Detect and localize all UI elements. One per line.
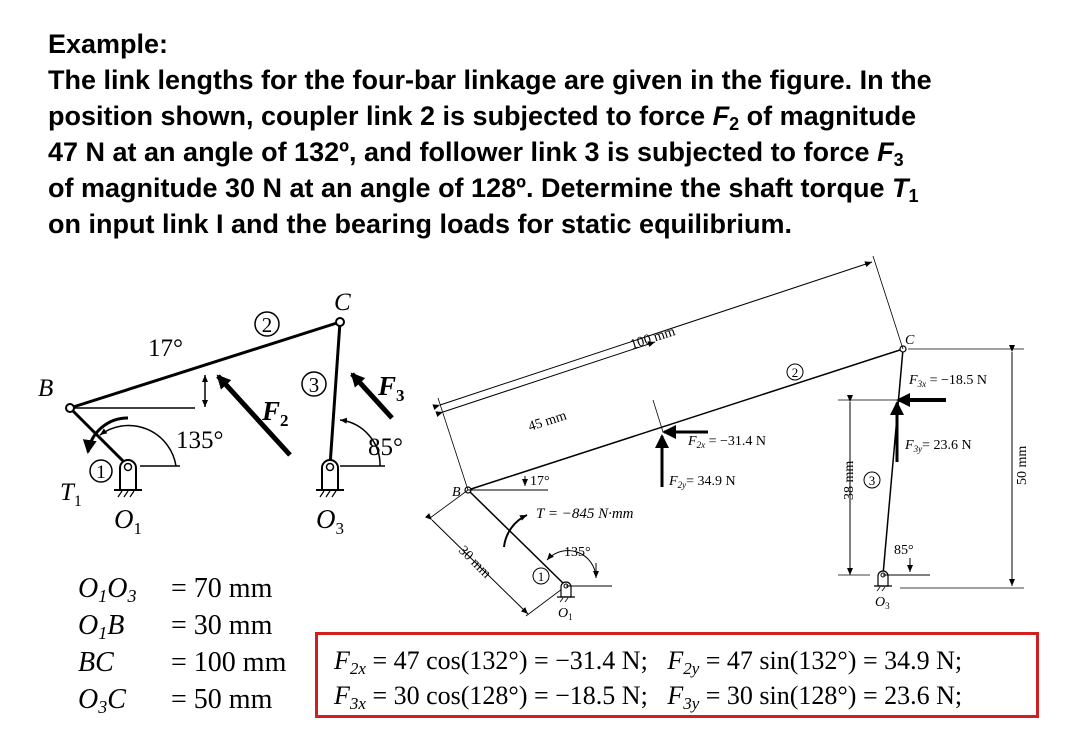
right-linkage-figure [430, 256, 1030, 622]
dim-O3C: $O_3C = 50$ mm [78, 684, 273, 717]
right-label-O3: $O_3$ [875, 595, 890, 611]
left-label-B: B [38, 375, 54, 402]
right-dim-100mm: 100 mm [628, 324, 678, 353]
right-torque-label: T = −845 N·mm [536, 506, 634, 522]
dim-O1B: $O_1B = 30$ mm [78, 610, 273, 643]
right-link-2-label: 2 [791, 365, 799, 380]
right-ground-O1 [557, 582, 575, 602]
left-angle-135-label: 135° [176, 427, 224, 454]
right-follower-link [883, 349, 903, 575]
right-dim-38mm: 38 mm [842, 460, 857, 500]
problem-line-2: position shown, coupler link 2 is subjected to force $F_2$ of magnitude [48, 101, 917, 134]
left-ground-O1 [114, 460, 142, 497]
eq-row-F3: $F_{3x} = 30$ cos(128°) = −18.5 N; $F_{3y} = 30$ sin(128°) = 23.6 N; [334, 681, 963, 713]
left-label-O1: $O_1$ [114, 504, 142, 538]
right-torque-arrow [504, 515, 527, 547]
left-label-F2: $F_2$ [262, 396, 289, 430]
problem-line-4: of magnitude 30 N at an angle of 128º. Determine the shaft torque $T_1$ [48, 173, 919, 206]
left-label-T1: $T_1$ [60, 479, 82, 510]
right-label-B: B [452, 485, 461, 500]
problem-line-5: on input link I and the bearing loads for static equilibrium. [48, 209, 793, 239]
right-dim-50mm: 50 mm [1015, 445, 1030, 485]
left-link-2-label: 2 [261, 313, 273, 337]
left-input-link [70, 408, 128, 466]
example-heading: Example: [48, 29, 169, 59]
left-angle-85-label: 85° [368, 434, 403, 461]
dim-BC: BC = 100 mm [78, 647, 287, 678]
force-components-box [315, 632, 1039, 718]
problem-line-1: The link lengths for the four-bar linkage are given in the figure. In the [48, 65, 932, 95]
right-F2x-label: $F_{2x} = -31.4$ N [688, 434, 766, 450]
right-label-C: C [905, 333, 915, 348]
left-linkage-figure [38, 289, 405, 538]
left-angle-135-arc [100, 426, 176, 466]
right-dim-45mm: 45 mm [526, 408, 569, 435]
right-angle-135-label: 135° [564, 545, 591, 560]
right-link-3-label: 3 [868, 473, 876, 488]
left-link-1-label: 1 [96, 462, 106, 483]
right-label-O1: $O_1$ [558, 606, 573, 622]
right-link-1-label: 1 [537, 569, 545, 584]
left-follower-link [330, 322, 340, 466]
left-label-C: C [334, 289, 351, 316]
eq-row-F2: $F_{2x} = 47$ cos(132°) = −31.4 N; $F_{2y} = 47$ sin(132°) = 34.9 N; [334, 646, 963, 678]
left-label-F3: $F_3$ [378, 371, 405, 405]
right-dim-30mm: 30 mm [455, 543, 494, 582]
right-F3y-label: $F_{3y}= 23.6$ N [905, 438, 972, 454]
right-ground-O3 [874, 571, 892, 591]
right-angle-17-label: 17° [530, 474, 550, 489]
right-F2y-label: $F_{2y}= 34.9$ N [669, 474, 736, 490]
left-link-3-label: 3 [308, 373, 320, 397]
left-pin-B [66, 404, 74, 412]
left-label-O3: $O_3$ [316, 504, 344, 538]
problem-line-3: 47 N at an angle of 132º, and follower link 3 is subjected to force $F_3$ [48, 137, 904, 170]
left-angle-17-label: 17° [148, 335, 183, 362]
right-angle-85-label: 85° [894, 543, 914, 558]
dim-O1O3: $O_1O_3 = 70$ mm [78, 573, 273, 606]
link-lengths [78, 570, 286, 718]
right-F3x-label: $F_{3x} = -18.5$ N [909, 373, 987, 389]
left-pin-C [336, 318, 344, 326]
left-ground-O3 [316, 460, 344, 497]
